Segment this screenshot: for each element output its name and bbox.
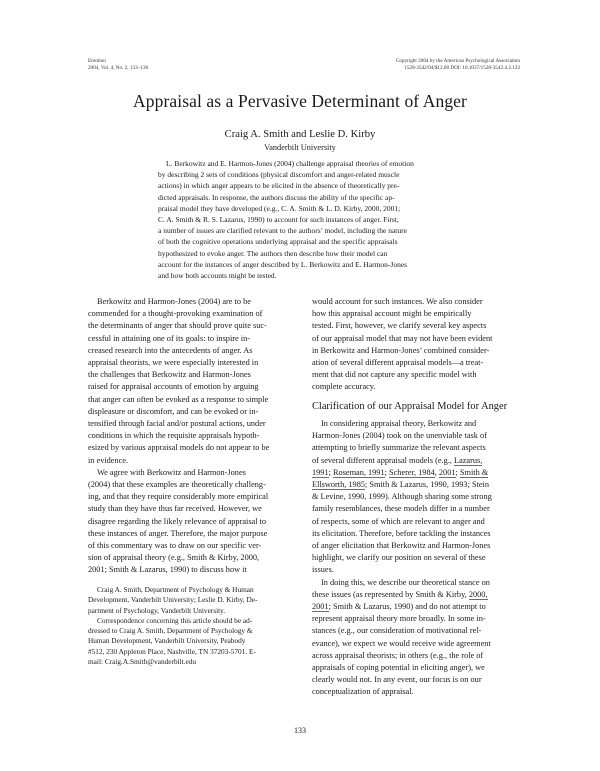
- text-run: these issues (as represented by Smith & Kirby,: [312, 589, 469, 599]
- abstract-line: hypothesized to evoke anger. The authors then describe how their model can: [158, 248, 388, 258]
- citation-link[interactable]: 2001: [312, 602, 329, 612]
- body-line: Harmon-Jones (2004) took on the unenviable task of: [312, 431, 487, 441]
- abstract-line: a number of issues are clarified relevant to the authors’ model, including the nature: [158, 226, 407, 236]
- text-run: ,: [434, 467, 439, 477]
- journal-issue: 2004, Vol. 4, No. 2, 133–138: [88, 64, 149, 71]
- body-line: the challenges that Berkowitz and Harmon-Jones: [88, 370, 251, 380]
- body-line: ing, and that they require considerably more empirical: [88, 492, 269, 502]
- section-heading: Clarification of our Appraisal Model for Anger: [312, 401, 508, 412]
- body-line: (2004) that these examples are theoretically challeng-: [88, 480, 266, 490]
- body-line: stances (e.g., our consideration of motivational rel-: [312, 626, 482, 636]
- citation-link[interactable]: Lazarus,: [454, 455, 483, 465]
- article-title: Appraisal as a Pervasive Determinant of Anger: [133, 91, 467, 111]
- body-line: highlight, we clarify our position on several of these: [312, 553, 486, 563]
- body-line: We agree with Berkowitz and Harmon-Jones: [97, 467, 246, 477]
- abstract-line: by describing 2 sets of conditions (physical discomfort and anger-related muscle: [158, 170, 400, 180]
- body-line: disagree regarding the likely relevance of appraisal to: [88, 516, 267, 526]
- journal-name: Emotion: [88, 58, 106, 64]
- body-line: study than they have thus far received. However, we: [88, 504, 262, 514]
- body-line: attempting to briefly summarize the relevant aspects: [312, 443, 486, 453]
- body-line: tested. First, however, we clarify several key aspects: [312, 321, 487, 331]
- footnote-line: mail: Craig.A.Smith@vanderbilt.edu: [88, 657, 197, 667]
- citation-link[interactable]: Scherer, 1984: [389, 467, 435, 477]
- footnote-line: Craig A. Smith, Department of Psychology & Human: [97, 585, 254, 594]
- running-header-right: [396, 58, 520, 71]
- body-line: of our appraisal model that may not have been evident: [312, 333, 493, 343]
- abstract-line: L. Berkowitz and E. Harmon-Jones (2004) challenge appraisal theories of emotion: [166, 159, 414, 168]
- body-line: 2001; Smith & Lazarus, 1990) to discuss how it: [88, 565, 247, 575]
- abstract-line: dicted appraisals. In response, the authors discuss the ability of the specific ap-: [158, 192, 395, 202]
- citation-link[interactable]: Roseman, 1991: [332, 467, 385, 477]
- body-line: of this commentary was to draw on our specific ver-: [88, 541, 262, 551]
- body-line: across appraisal theorists; in others (e.g., the role of: [312, 650, 484, 660]
- abstract-line: account for the instances of anger described by L. Berkowitz and E. Harmon-Jones: [158, 259, 408, 269]
- body-line: sion of appraisal theory (e.g., Smith & Kirby, 2000,: [88, 553, 260, 563]
- footnote-line: Development, Vanderbilt University; Leslie D. Kirby, De-: [88, 595, 258, 605]
- body-line: these instances of anger. Therefore, the major purpose: [88, 528, 268, 538]
- text-run: ;: [455, 467, 460, 477]
- citation-link[interactable]: 2000,: [468, 589, 488, 599]
- body-line: conditions in which the requisite appraisals hypoth-: [88, 431, 260, 441]
- body-line: Berkowitz and Harmon-Jones (2004) are to be: [97, 297, 251, 306]
- left-column-body: [88, 296, 294, 577]
- body-line: [312, 455, 518, 467]
- abstract-line: C. A. Smith & R. S. Lazarus, 1990) to account for such instances of anger. First,: [158, 215, 399, 225]
- right-column-intro: [312, 296, 518, 394]
- text-run: of several different appraisal models (e.g.,: [312, 455, 454, 465]
- body-line: tensified through facial and/or postural actions, under: [88, 419, 266, 429]
- doi-line: 1528-3542/04/$12.00 DOI: 10.1037/1528-3542.4.2.133: [404, 64, 520, 71]
- page-number: 133: [294, 726, 306, 735]
- body-line: complete accuracy.: [312, 382, 376, 392]
- body-line: In doing this, we describe our theoretical stance on: [321, 577, 490, 587]
- body-line: appraisal theorists, we were especially interested in: [88, 358, 259, 368]
- body-line: commended for a thought-provoking examination of: [88, 309, 263, 319]
- body-line: ation of several different appraisal models—a treat-: [312, 358, 484, 368]
- body-line: [312, 479, 518, 491]
- body-line: that anger can often be evoked as a response to simple: [88, 394, 269, 404]
- footnote-line: #512, 230 Appleton Place, Nashville, TN 37203-5701. E-: [88, 646, 256, 656]
- text-run: ;: [384, 467, 389, 477]
- text-run: ; Smith & Lazarus, 1990) and do not attempt to: [328, 602, 486, 612]
- body-line: creased research into the antecedents of anger. As: [88, 345, 253, 355]
- citation-link[interactable]: Smith &: [459, 467, 489, 477]
- abstract-line: praisal model they have developed (e.g., C. A. Smith & L. D. Kirby, 2000, 2001;: [158, 203, 401, 213]
- body-line: its elicitation. Therefore, before tackling the instances: [312, 528, 491, 538]
- abstract: [158, 158, 446, 281]
- body-line: the determinants of anger that should prove quite suc-: [88, 321, 267, 331]
- footnote-line: dressed to Craig A. Smith, Department of Psychology &: [88, 626, 253, 636]
- right-column-body: [312, 418, 518, 699]
- body-line: & Levine, 1990, 1999). Although sharing some strong: [312, 492, 492, 502]
- citation-link[interactable]: Ellsworth, 1985: [312, 480, 366, 490]
- body-line: how this appraisal account might be empirically: [312, 309, 472, 319]
- body-line: of anger elicitation that Berkowitz and Harmon-Jones: [312, 541, 491, 551]
- body-line: in evidence.: [88, 455, 129, 465]
- body-line: would account for such instances. We also consider: [312, 297, 483, 306]
- footnote-line: partment of Psychology, Vanderbilt University.: [88, 605, 226, 615]
- body-line: conceptualization of appraisal.: [312, 687, 414, 697]
- body-line: evance), we expect we would receive wide agreement: [312, 638, 491, 648]
- body-line: clearly would not. In any event, our focus is on our: [312, 675, 482, 685]
- article-authors: Craig A. Smith and Leslie D. Kirby: [224, 129, 376, 140]
- body-line: represent appraisal theory more broadly. In some in-: [312, 614, 486, 624]
- footnote-line: Human Development, Vanderbilt University, Peabody: [88, 636, 246, 646]
- text-run: ;: [328, 467, 333, 477]
- copyright-notice: Copyright 2004 by the American Psychological Association: [395, 58, 520, 64]
- body-line: ment that did not capture any specific model with: [312, 370, 477, 380]
- text-run: ; Smith & Lazarus, 1990, 1993; Stein: [365, 480, 489, 490]
- body-line: of respects, some of which are relevant to anger and: [312, 516, 485, 526]
- body-line: displeasure or discomfort, and can be evoked or in-: [88, 406, 259, 416]
- body-line: raised for appraisal accounts of emotion by arguing: [88, 382, 259, 392]
- body-line: [312, 601, 518, 613]
- body-line: family resemblances, these models differ in a number: [312, 504, 490, 514]
- author-footnote: [88, 585, 298, 667]
- body-line: [312, 467, 518, 479]
- citation-link[interactable]: 2001: [438, 467, 456, 477]
- body-line: in Berkowitz and Harmon-Jones’ combined consider-: [312, 345, 490, 355]
- running-header-left: [88, 58, 148, 71]
- body-line: In considering appraisal theory, Berkowitz and: [321, 419, 477, 428]
- footnote-line: Correspondence concerning this article should be ad-: [97, 615, 253, 625]
- body-line: esized by various appraisal models do not appear to be: [88, 443, 270, 453]
- body-line: appraisals of coping potential in eliciting anger), we: [312, 663, 485, 673]
- abstract-line: actions) in which anger appears to be elicited in the absence of theoretically pre-: [158, 181, 400, 191]
- abstract-line: of both the cognitive operations underlying appraisal and the specific appraisals: [158, 237, 398, 247]
- body-line: issues.: [312, 565, 334, 575]
- citation-link[interactable]: 1991: [312, 467, 329, 477]
- body-line: cessful in attaining one of its goals: to inspire in-: [88, 333, 250, 343]
- author-affiliation: Vanderbilt University: [264, 143, 336, 152]
- abstract-line: and how both accounts might be tested.: [158, 271, 277, 281]
- body-line: [312, 589, 518, 601]
